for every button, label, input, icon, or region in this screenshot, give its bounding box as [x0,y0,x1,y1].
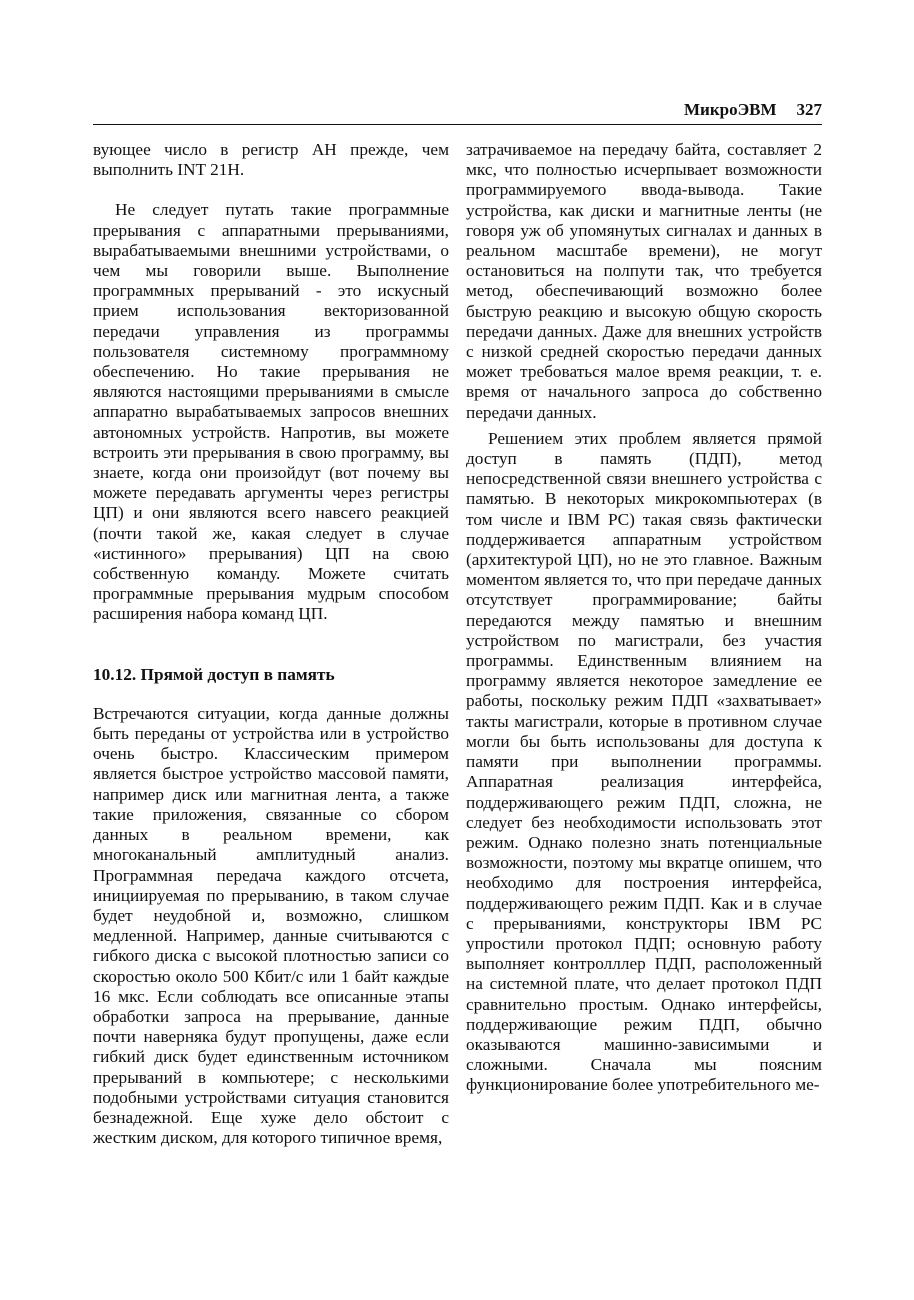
paragraph: затрачиваемое на передачу байта, составляет 2 мкс, что полностью исчерпывает возможности программируемого ввода-вывода. Такие устройства, как диски и магнитные ленты (не говоря уж об упомянутых сигналах и данных в реальном масштабе времени), не могут остановиться на полпути так, что требуется метод, обеспечивающий возможно более быструю реакцию и высокую общую скорость передачи данных. Даже для внешних устройств с низкой средней скоростью передачи данных может требоваться малое время реакции, т. е. время от начального запроса до собственно передачи данных. [466,140,822,422]
right-column [466,140,822,1096]
running-header [93,100,822,122]
left-column [93,140,449,1148]
paragraph: Решением этих проблем является прямой доступ в память (ПДП), метод непосредственной связи внешнего устройства с памятью. В некоторых микрокомпьютерах (в том числе и IBM PC) такая связь фактически поддерживается аппаратным устройством (архитектурой ЦП), но не это главное. Важным моментом является то, что при передаче данных отсутствует программирование; байты передаются между памятью и внешним устройством по магистрали, без участия программы. Единственным влиянием на программу является некоторое замедление ее работы, поскольку режим ПДП «захватывает» такты магистрали, которые в противном случае могли бы быть использованы для доступа к памяти при выполнении программы. Аппаратная реализация интерфейса, поддерживающего режим ПДП, сложна, не следует без необходимости использовать этот режим. Однако полезно знать потенциальные возможности, поэтому мы вкратце опишем, что необходимо для построения интерфейса, поддерживающего режим ПДП. Как и в случае с прерываниями, конструкторы IBM PC упростили протокол ПДП; основную работу выполняет контролллер ПДП, расположенный на системной плате, что делает протокол ПДП сравнительно простым. Однако интерфейсы, поддерживающие режим ПДП, обычно оказываются машинно-зависимыми и сложными. Сначала мы поясним функционирование более употребительного ме- [466,428,822,1095]
paragraph: Встречаются ситуации, когда данные должны быть переданы от устройства или в устройство очень быстро. Классическим примером является быстрое устройство массовой памяти, например диск или магнитная лента, а также такие приложения, связанные со сбором данных в реальном времени, как многоканальный амплитудный анализ. Программная передача каждого отсчета, инициируемая по прерыванию, в таком случае будет неудобной и, возможно, слишком медленной. Например, данные считываются с гибкого диска с высокой плотностью записи со скоростью около 500 Кбит/с или 1 байт каждые 16 мкс. Если соблюдать все описанные этапы обработки запроса на прерывание, данные почти наверняка будут пропущены, даже если гибкий диск будет единственным источником прерываний в компьютере; с несколькими подобными устройствами ситуация становится безнадежной. Еще хуже дело обстоит с жестким диском, для которого типичное время, [93,703,449,1148]
header-rule [93,124,822,125]
section-heading: 10.12. Прямой доступ в память [93,664,335,684]
running-title: МикроЭВМ [683,100,777,119]
paragraph: вующее число в регистр АН прежде, чем выполнить INT 21H. [93,140,449,180]
paragraph: Не следует путать такие программные прерывания с аппаратными прерываниями, вырабатываемыми внешними устройствами, о чем мы говорили выше. Выполнение программных прерываний - это искусный прием использования векторизованной передачи управления из программы пользователя системному программному обеспечению. Но такие прерывания не являются настоящими прерываниями в смысле аппаратно вырабатываемых запросов внешних автономных устройств. Напротив, вы можете встроить эти прерывания в свою программу, вы знаете, когда они произойдут (вот почему вы можете передавать аргументы через регистры ЦП) и они являются всего навсего реакцией (почти такой же, какая следует в случае «истинного» прерывания) ЦП на свою собственную команду. Можете считать программные прерывания мудрым способом расширения набора команд ЦП. [93,200,449,624]
page-number: 327 [796,100,822,119]
